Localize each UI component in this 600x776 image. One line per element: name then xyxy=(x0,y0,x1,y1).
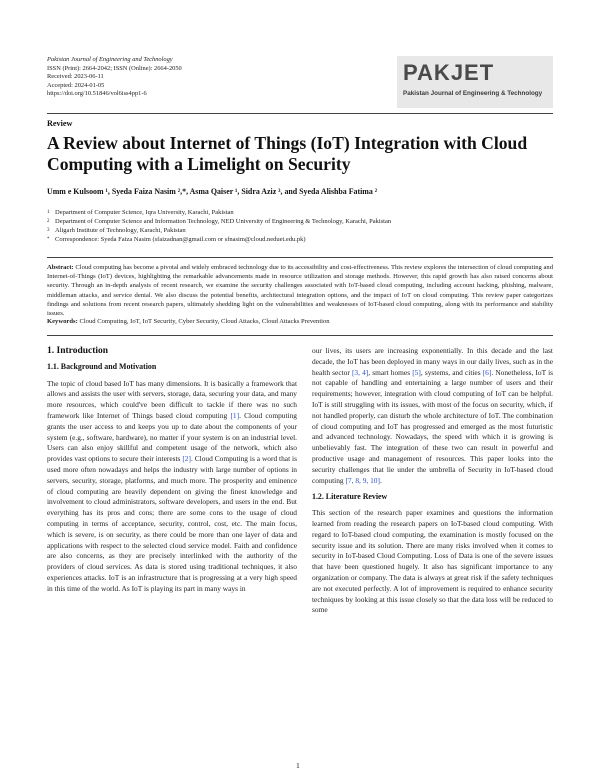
page-number: 1 xyxy=(296,761,300,770)
keywords xyxy=(47,318,553,325)
affiliations xyxy=(47,208,553,244)
citation-link[interactable]: [1] xyxy=(230,410,240,420)
abstract-label: Abstract: xyxy=(47,264,74,271)
received-date: Received: 2023-06-11 xyxy=(47,73,104,81)
abstract-top-rule xyxy=(47,257,553,258)
subsection-heading-literature-review: 1.2. Literature Review xyxy=(312,492,388,502)
citation-link[interactable]: [3, 4] xyxy=(351,367,369,377)
paragraph: our lives, its users are increasing exponentially. In this decade and the last decade, the IoT has been deployed in many ways in our daily lives, such as in the health sector [3, 4], smart homes [5], systems, and cities [6]. Nonetheless, IoT is not capable of handling and entertaining a large number of users and their requirements; however, integration with cloud computing of IoT can be helpful. IoT is still struggling with its issues, with most of the focus on security, which, if not handled properly, can disturb the whole architecture of IoT. The combination of cloud computing and IoT has progressed and emerged as the most futuristic and advanced technology. Nowadays, the speed with which it is growing is unbelievably fast. The integration of these two can result in powerful and productive usage and management of resources. This paper looks into the security challenges that lie under the umbrella of Security in IoT-based cloud computing [7, 8, 9, 10]. xyxy=(312,346,554,485)
article-title: A Review about Internet of Things (IoT) Integration with Cloud Computing with a Limelight on Security xyxy=(47,133,528,174)
journal-logo xyxy=(397,56,553,108)
paragraph: The topic of cloud based IoT has many dimensions. It is basically a framework that allows and assists the user with servers, storage, data, securing your data, and many more resources, which could've been difficult to tackle if there was no such framework like Internet of Things based cloud computing [1]. Cloud computing grants the user access to and keeps you up to date about the components of your system (e.g., software, hardware), no matter if your system is on an industrial level. Users can also enjoy skillful and competent usage of the network, which also provides vast options to secure their interests [2]. Cloud Computing is a word that is used more often nowadays and helps the industry with large number of options in servers, security, storage, platforms, and much more. The prosperity and eminence of cloud computing are heavily dependent on giving the finest knowledge and involvement to cloud administrators, software developers, and users in the end. But everything has its pros and cons; there are some cons to the usage of cloud computing in terms of acceptance, security, control, cost, etc. The main focus, which is severe, is on security, as there could be more than one layer of data and applications with respect to the selected cloud service model. Faith and confidence are also concerns, as they are precisely interlinked with the authority of the providers of cloud services. As data is stored using traditional techniques, it also experiences attacks. IoT is an infrastructure that is progressing at a very high speed in this time of the world. As IoT is playing its part in many ways in xyxy=(47,378,297,593)
citation-link[interactable]: [5] xyxy=(412,367,421,377)
journal-name: Pakistan Journal of Engineering and Technology xyxy=(47,56,173,63)
affiliation-item: $^2$ Department of Computer Science and Information Technology, NED University of Engineering & Technology, Karachi, Pakistan xyxy=(47,218,392,225)
paragraph: This section of the research paper examines and questions the information learned from reading the research papers on IoT-based cloud computing. With regard to IoT-based cloud computing, the examination is mostly focused on the security issue and its solution. There are many risks involved when it comes to security in IoT-based Cloud Computing. Loss of Data is one of the severe issues that have been questioned hugely. It also has significant importance to any organization or company. The data is always at great risk if the safety techniques are not executed perfectly. A lot of improvement is required to enhance security techniques by looking at this issue closely so that the data loss will be reduced to some xyxy=(312,508,553,615)
abstract xyxy=(47,263,553,318)
left-column xyxy=(47,346,297,595)
keywords-label: Keywords: xyxy=(47,318,78,325)
abstract-text: Cloud computing has become a pivotal and widely embraced technology due to its accessibility and cost-effectiveness. This review explores the intersection of cloud computing and Internet-of-Things (IoT) devices, highlighting the remarkable advancements made in resource utilization and storage methods. However, this rapid growth has also raised concerns about security. Through an in-depth analysis of recent research, we examine the security challenges associated with IoT-based cloud computing, including account hacking, phishing, malware, middleman attacks, and service denial. We also discuss the potential benefits, architectural integration options, and the impact of IoT on cloud computing. This review paper categorizes findings and solutions from recent research papers, ultimately shedding light on the vulnerabilities and weaknesses of IoT-based cloud computing, along with its performance and stability issues. xyxy=(47,264,553,318)
journal-header xyxy=(47,56,182,99)
section-heading-introduction: 1. Introduction xyxy=(47,346,109,356)
logo-text: PAKJET xyxy=(403,60,495,85)
logo-subtitle: Pakistan Journal of Engineering & Technology xyxy=(403,90,543,97)
citation-link[interactable]: [2] xyxy=(182,454,191,464)
affiliation-item: $^1$ Department of Computer Science, Iqra University, Karachi, Pakistan xyxy=(47,209,234,216)
right-column xyxy=(312,346,553,616)
doi-link[interactable]: https://doi.org/10.51846/vol6iss4pp1-6 xyxy=(47,90,147,98)
issn: ISSN (Print): 2664-2042; ISSN (Online): 2664-2050 xyxy=(47,64,182,72)
article-type: Review xyxy=(47,119,73,128)
correspondence: * Correspondence: Syeda Faiza Nasim (sfaizadnan@gmail.com or sfnasim@cloud.neduet.edu.pk) xyxy=(47,236,306,243)
citation-link[interactable]: [6] xyxy=(482,367,492,377)
header-rule xyxy=(47,113,553,114)
abstract-bottom-rule xyxy=(47,335,553,336)
affiliation-item: $^3$ Aligarh Institute of Technology, Karachi, Pakistan xyxy=(47,227,186,234)
keywords-text: Cloud Computing, IoT, IoT Security, Cyber Security, Cloud Attacks, Cloud Attacks Prevention xyxy=(79,318,330,325)
accepted-date: Accepted: 2024-01-05 xyxy=(47,81,105,89)
author-list: Umm e Kulsoom ¹, Syeda Faiza Nasim ²,*, Asma Qaiser ¹, Sidra Aziz ³, and Syeda Alishba Fatima ² xyxy=(47,187,378,196)
citation-link[interactable]: [7, 8, 9, 10] xyxy=(345,475,380,485)
subsection-heading-background: 1.1. Background and Motivation xyxy=(47,361,157,371)
